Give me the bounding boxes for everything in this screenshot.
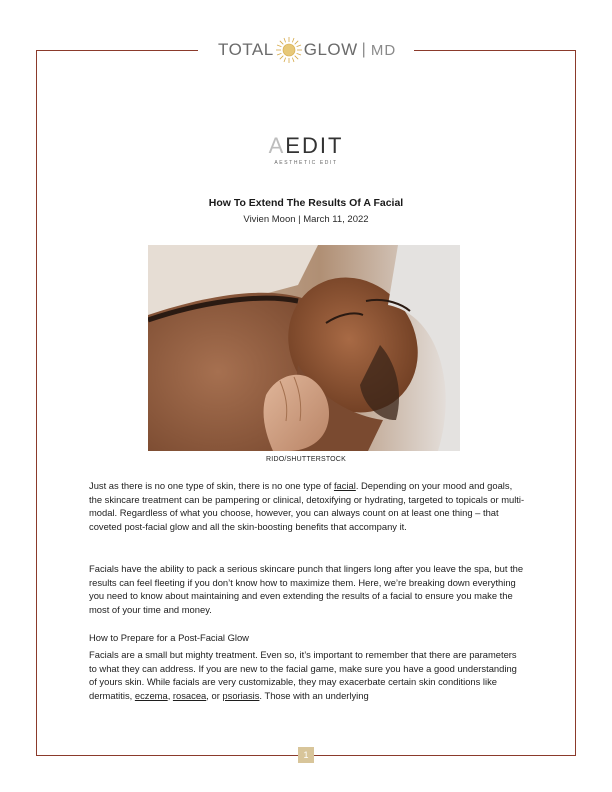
article-byline: Vivien Moon | March 11, 2022 — [243, 214, 369, 225]
sun-icon — [275, 36, 303, 64]
brand-word-md: MD — [370, 41, 397, 59]
section-heading: How to Prepare for a Post-Facial Glow — [89, 632, 249, 643]
publisher-logo-first-letter: A — [268, 133, 286, 158]
link-facial[interactable]: facial — [333, 480, 356, 491]
frame-left-rule — [36, 50, 37, 755]
publisher-tagline: AESTHETIC EDIT — [274, 160, 338, 166]
article-title: How To Extend The Results Of A Facial — [208, 197, 404, 209]
brand-word-total: TOTAL — [218, 40, 274, 59]
brand-logo — [218, 36, 398, 64]
publisher-logo-rest: EDIT — [285, 133, 344, 158]
paragraph-maximize: Facials have the ability to pack a serious skincare punch that lingers long after you leave the spa, but the results can feel fleeting if you don’t know how to maximize them. Here, we’re breaking down everything you need to know about maintaining and even extending the results of a facial to ensure you make the most of your time and money. — [89, 563, 524, 616]
brand-separator: | — [361, 41, 366, 58]
frame-top-right-rule — [414, 50, 576, 51]
brand-word-glow: GLOW — [303, 40, 358, 59]
photo-credit: RIDO/SHUTTERSTOCK — [266, 456, 346, 463]
link-psoriasis[interactable]: psoriasis — [222, 690, 260, 702]
frame-bottom-right-rule — [314, 755, 576, 756]
link-rosacea[interactable]: rosacea — [172, 690, 207, 702]
frame-bottom-left-rule — [36, 755, 298, 756]
paragraph-prepare: Facials are a small but mighty treatment. Even so, it’s important to remember that there are parameters to what they can address. If you are new to the facial game, make sure you have a good understanding of yours skin. While facials are very customizable, they may exacerbate certain skin conditions like dermatitis, eczema, rosacea, or psoriasis. Those with an underlying — [89, 649, 517, 702]
publisher-logo-mark — [266, 134, 346, 158]
frame-right-rule — [575, 50, 576, 755]
link-eczema[interactable]: eczema — [134, 690, 168, 702]
hero-photo — [148, 245, 460, 451]
paragraph-intro: Just as there is no one type of skin, there is no one type of facial. Depending on your mood and goals, the skincare treatment can be pampering or clinical, detoxifying or hydrating, targeted to topicals or multi-modal. Regardless of what you choose, however, you can always count on at least one thing – that coveted post-facial glow and all the skin-boosting benefits that accompany it. — [89, 480, 525, 533]
facial-treatment-image — [148, 245, 460, 451]
frame-top-left-rule — [36, 50, 198, 51]
page-number-badge: 1 — [298, 747, 314, 763]
publisher-logo — [266, 134, 346, 166]
